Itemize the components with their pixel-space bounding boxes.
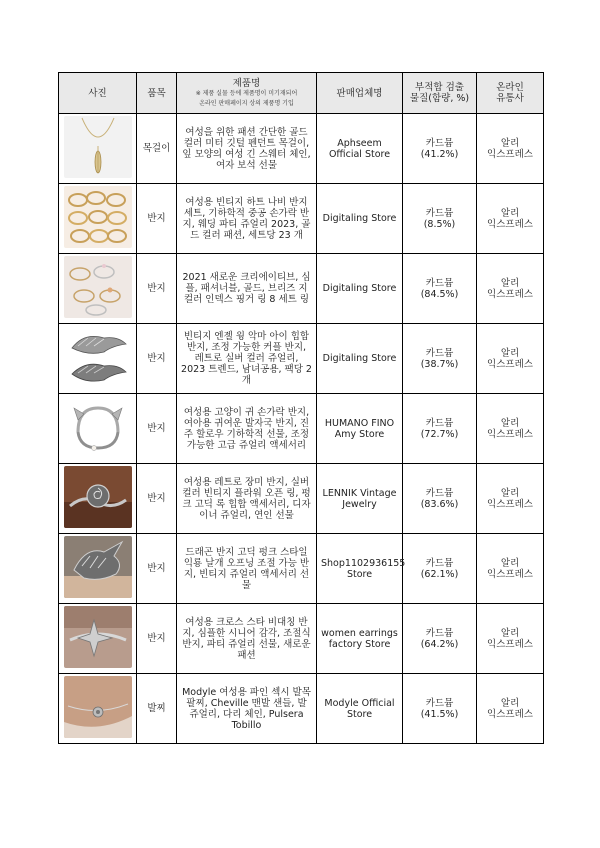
seller-cell: women earrings factory Store bbox=[317, 604, 403, 674]
col-platform bbox=[477, 73, 544, 114]
photo-cell bbox=[59, 324, 137, 394]
col-hazard bbox=[403, 73, 477, 114]
cat-ring-photo bbox=[64, 396, 132, 458]
table-header-row bbox=[59, 73, 544, 114]
product-name-cell: Modyle 여성용 파인 섹시 발목 팔찌, Cheville 맨발 샌들, 발 쥬얼리, 다리 체인, Pulsera Tobillo bbox=[177, 674, 317, 744]
substance-label: 카드뮴 bbox=[425, 137, 454, 149]
platform-line-2: 익스프레스 bbox=[487, 218, 533, 230]
table-row bbox=[59, 114, 544, 184]
hazard-cell bbox=[403, 184, 477, 254]
product-name-cell: 여성용 크로스 스타 비대칭 반지, 심플한 시니어 감각, 조절식 반지, 파티 쥬얼리 선물, 새로운 패션 bbox=[177, 604, 317, 674]
hazard-cell bbox=[403, 604, 477, 674]
platform-cell bbox=[477, 184, 544, 254]
product-name-cell: 여성용 빈티지 하트 나비 반지 세트, 기하학적 중공 손가락 반지, 웨딩 파티 쥬얼리 2023, 골드 컬러 패션, 세트당 23 개 bbox=[177, 184, 317, 254]
col-seller: 판매업체명 bbox=[317, 73, 403, 114]
platform-line-1: 알리 bbox=[500, 417, 520, 429]
platform-line-1: 알리 bbox=[500, 207, 520, 219]
content-value: (41.2%) bbox=[420, 148, 459, 160]
table-row bbox=[59, 184, 544, 254]
hazard-cell bbox=[403, 394, 477, 464]
platform-cell bbox=[477, 254, 544, 324]
seller-cell: Digitaling Store bbox=[317, 324, 403, 394]
category-cell: 반지 bbox=[137, 464, 177, 534]
col-product bbox=[177, 73, 317, 114]
dragon-ring-photo bbox=[64, 536, 132, 598]
platform-line-2: 익스프레스 bbox=[487, 708, 533, 720]
platform-line-2: 익스프레스 bbox=[487, 358, 533, 370]
table-row bbox=[59, 394, 544, 464]
col-category: 품목 bbox=[137, 73, 177, 114]
category-cell: 발찌 bbox=[137, 674, 177, 744]
substance-label: 카드뮴 bbox=[425, 347, 454, 359]
photo-cell bbox=[59, 604, 137, 674]
product-name-cell: 여성용 고양이 귀 손가락 반지, 여아용 귀여운 발자국 반지, 진주 할로우 기하학적 선물, 조정 가능한 고급 쥬얼리 액세서리 bbox=[177, 394, 317, 464]
product-name-cell: 2021 새로운 크리에이티브, 심플, 패셔너블, 골드, 브리즈 지 컬러 인덱스 핑거 링 8 세트 링 bbox=[177, 254, 317, 324]
product-name-cell: 빈티지 엔젤 윙 악마 아이 힙합 반지, 조정 가능한 커플 반지, 레트로 실버 컬러 쥬얼리, 2023 트렌드, 남녀공용, 팩당 2 개 bbox=[177, 324, 317, 394]
category-cell: 반지 bbox=[137, 254, 177, 324]
platform-line-2: 익스프레스 bbox=[487, 498, 533, 510]
hazard-cell bbox=[403, 674, 477, 744]
col-platform-line-1: 온라인 bbox=[496, 82, 524, 93]
col-product-label: 제품명 bbox=[232, 77, 261, 89]
platform-cell bbox=[477, 464, 544, 534]
seller-cell: HUMANO FINO Amy Store bbox=[317, 394, 403, 464]
platform-cell bbox=[477, 674, 544, 744]
seller-cell: Aphseem Official Store bbox=[317, 114, 403, 184]
category-cell: 반지 bbox=[137, 324, 177, 394]
content-value: (84.5%) bbox=[420, 288, 459, 300]
seller-cell: Shop1102936155 Store bbox=[317, 534, 403, 604]
photo-cell bbox=[59, 464, 137, 534]
category-cell: 반지 bbox=[137, 534, 177, 604]
content-value: (8.5%) bbox=[423, 218, 456, 230]
seller-cell: Digitaling Store bbox=[317, 254, 403, 324]
substance-label: 카드뮴 bbox=[425, 417, 454, 429]
category-cell: 반지 bbox=[137, 604, 177, 674]
content-value: (62.1%) bbox=[420, 568, 459, 580]
table-row bbox=[59, 254, 544, 324]
platform-cell bbox=[477, 394, 544, 464]
substance-label: 카드뮴 bbox=[425, 207, 454, 219]
substance-label: 카드뮴 bbox=[425, 487, 454, 499]
platform-line-2: 익스프레스 bbox=[487, 148, 533, 160]
substance-label: 카드뮴 bbox=[425, 277, 454, 289]
platform-cell bbox=[477, 324, 544, 394]
table-row bbox=[59, 324, 544, 394]
category-cell: 반지 bbox=[137, 184, 177, 254]
platform-line-2: 익스프레스 bbox=[487, 638, 533, 650]
platform-line-1: 알리 bbox=[500, 137, 520, 149]
platform-line-1: 알리 bbox=[500, 277, 520, 289]
recall-table bbox=[58, 72, 544, 744]
photo-cell bbox=[59, 674, 137, 744]
seller-cell: Digitaling Store bbox=[317, 184, 403, 254]
table-row bbox=[59, 534, 544, 604]
table-row bbox=[59, 604, 544, 674]
col-platform-line-2: 유통사 bbox=[496, 93, 524, 104]
ring-set-photo bbox=[64, 186, 132, 248]
content-value: (38.7%) bbox=[420, 358, 459, 370]
col-photo: 사진 bbox=[59, 73, 137, 114]
platform-line-1: 알리 bbox=[500, 697, 520, 709]
star-ring-photo bbox=[64, 606, 132, 668]
table-row bbox=[59, 674, 544, 744]
hazard-cell bbox=[403, 254, 477, 324]
category-cell: 목걸이 bbox=[137, 114, 177, 184]
platform-line-2: 익스프레스 bbox=[487, 568, 533, 580]
platform-line-1: 알리 bbox=[500, 487, 520, 499]
category-cell: 반지 bbox=[137, 394, 177, 464]
hazard-cell bbox=[403, 324, 477, 394]
product-name-cell: 여성을 위한 패션 간단한 골드 컬러 미터 깃털 펜던트 목걸이, 잎 모양의 여성 긴 스웨터 체인, 여자 보석 선물 bbox=[177, 114, 317, 184]
content-value: (83.6%) bbox=[420, 498, 459, 510]
platform-line-1: 알리 bbox=[500, 627, 520, 639]
content-value: (41.5%) bbox=[420, 708, 459, 720]
seller-cell: LENNIK Vintage Jewelry bbox=[317, 464, 403, 534]
photo-cell bbox=[59, 114, 137, 184]
hazard-cell bbox=[403, 464, 477, 534]
hazard-cell bbox=[403, 534, 477, 604]
substance-label: 카드뮴 bbox=[425, 697, 454, 709]
ring-set-photo bbox=[64, 256, 132, 318]
rose-ring-photo bbox=[64, 466, 132, 528]
content-value: (64.2%) bbox=[420, 638, 459, 650]
platform-line-2: 익스프레스 bbox=[487, 428, 533, 440]
anklet-photo bbox=[64, 676, 132, 738]
platform-line-1: 알리 bbox=[500, 347, 520, 359]
platform-cell bbox=[477, 534, 544, 604]
platform-line-2: 익스프레스 bbox=[487, 288, 533, 300]
platform-line-1: 알리 bbox=[500, 557, 520, 569]
substance-label: 카드뮴 bbox=[425, 627, 454, 639]
photo-cell bbox=[59, 534, 137, 604]
content-value: (72.7%) bbox=[420, 428, 459, 440]
photo-cell bbox=[59, 184, 137, 254]
col-product-note-2: 온라인 판매페이지 상의 제품명 기입 bbox=[199, 99, 294, 107]
product-name-cell: 드래곤 반지 고딕 펑크 스타일 익룡 날개 오프닝 조절 가능 반지, 빈티지 쥬얼리 액세서리 선물 bbox=[177, 534, 317, 604]
wing-ring-photo bbox=[64, 326, 132, 388]
seller-cell: Modyle Official Store bbox=[317, 674, 403, 744]
col-hazard-line-2: 물질(함량, %) bbox=[409, 93, 470, 104]
photo-cell bbox=[59, 394, 137, 464]
product-name-cell: 여성용 레트로 장미 반지, 실버 컬러 빈티지 플라워 오픈 링, 펑크 고딕 록 힙합 액세서리, 디자이너 쥬얼리, 연인 선물 bbox=[177, 464, 317, 534]
platform-cell bbox=[477, 114, 544, 184]
photo-cell bbox=[59, 254, 137, 324]
platform-cell bbox=[477, 604, 544, 674]
col-hazard-line-1: 부적합 검출 bbox=[415, 82, 464, 93]
hazard-cell bbox=[403, 114, 477, 184]
col-product-note-1: ※ 제품 실물 등에 제품명이 미기재되어 bbox=[195, 89, 298, 97]
table-row bbox=[59, 464, 544, 534]
substance-label: 카드뮴 bbox=[425, 557, 454, 569]
necklace-photo bbox=[64, 116, 132, 178]
